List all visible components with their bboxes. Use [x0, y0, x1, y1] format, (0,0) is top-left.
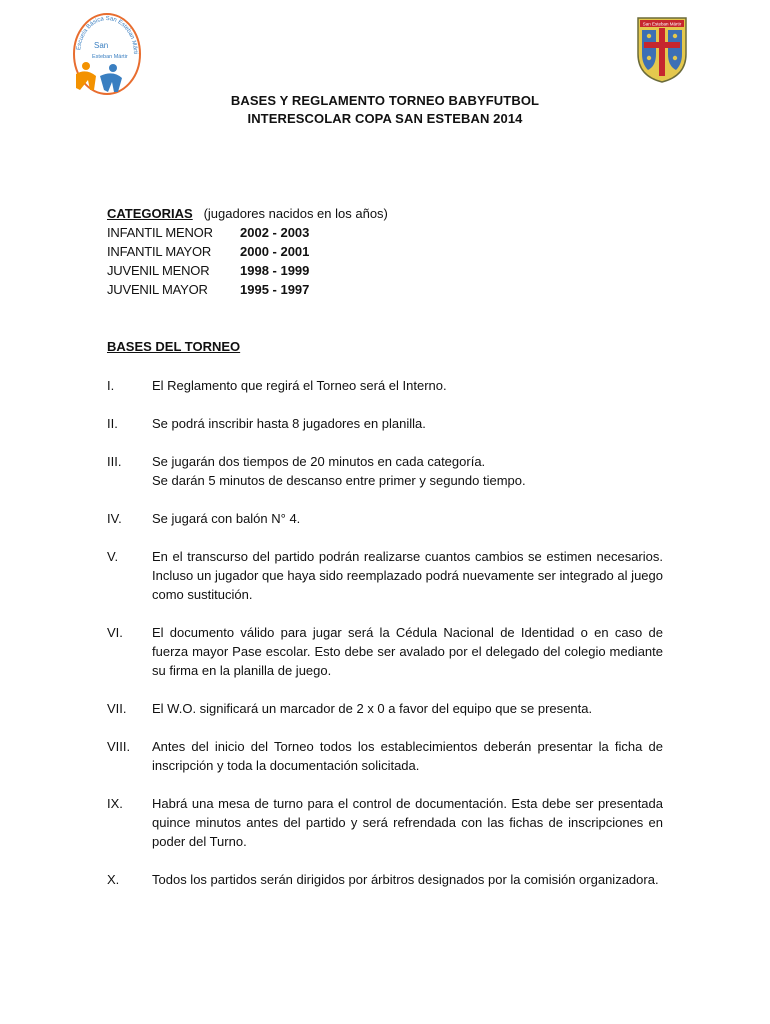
bases-heading: BASES DEL TORNEO: [107, 339, 241, 354]
rule-text: El W.O. significará un marcador de 2 x 0 a favor del equipo que se presenta.: [152, 701, 593, 716]
rule-text: Se podrá inscribir hasta 8 jugadores en planilla.: [152, 416, 426, 431]
rule-text: Todos los partidos serán dirigidos por árbitros designados por la comisión organizadora.: [152, 872, 659, 887]
rule-number: III.: [107, 454, 122, 469]
category-name: JUVENIL MENOR: [107, 263, 210, 278]
rule-text: En el transcurso del partido podrán realizarse cuantos cambios se estimen necesarios. Incluso un jugador que haya sido reemplazado podrá nuevamente ser integrado al juego como sustitución.: [152, 549, 663, 602]
category-years: 2000 - 2001: [240, 244, 310, 259]
rule-text: Se jugará con balón N° 4.: [152, 511, 301, 526]
categories-heading: [107, 206, 388, 221]
rule-number: II.: [107, 416, 118, 431]
category-years: 1995 - 1997: [240, 282, 310, 297]
rule-text: Se jugarán dos tiempos de 20 minutos en cada categoría.: [152, 454, 486, 469]
category-years: 2002 - 2003: [240, 225, 310, 240]
category-row: [107, 244, 407, 262]
rule-number: VIII.: [107, 739, 131, 754]
logo-inner-line2: Esteban Mártir: [92, 54, 128, 60]
rule-text: Antes del inicio del Torneo todos los establecimientos deberán presentar la ficha de inscripción y toda la documentación solicitada.: [152, 739, 663, 773]
crest-logo: [636, 14, 688, 84]
logo-inner-line1: San: [94, 41, 109, 50]
category-name: INFANTIL MAYOR: [107, 244, 212, 259]
category-years: 1998 - 1999: [240, 263, 310, 278]
logo-ring-text: Escuela Básica San Esteban Márti: [76, 15, 139, 55]
category-row: [107, 282, 407, 300]
rule-text: El documento válido para jugar será la Cédula Nacional de Identidad o en caso de fuerza mayor Pase escolar. Esto debe ser avalado por el delegado del colegio mediante su firma en la planilla de juego.: [152, 625, 663, 678]
rule-number: IX.: [107, 796, 123, 811]
category-row: [107, 225, 407, 243]
crest-banner-text: San Esteban Mártir: [642, 21, 682, 27]
rule-number: I.: [107, 378, 115, 393]
rule-number: VI.: [107, 625, 123, 640]
rule-text: El Reglamento que regirá el Torneo será el Interno.: [152, 378, 447, 393]
categories-title: CATEGORIAS: [107, 206, 193, 221]
rule-number: VII.: [107, 701, 127, 716]
category-row: [107, 263, 407, 281]
document-title-line2: INTERESCOLAR COPA SAN ESTEBAN 2014: [247, 111, 523, 126]
rule-text-continued: Se darán 5 minutos de descanso entre primer y segundo tiempo.: [152, 473, 526, 488]
rule-number: IV.: [107, 511, 122, 526]
school-logo: [72, 10, 142, 98]
categories-subtitle: (jugadores nacidos en los años): [203, 206, 388, 221]
figures-icon: [76, 62, 122, 92]
category-name: INFANTIL MENOR: [107, 225, 213, 240]
rule-text: Habrá una mesa de turno para el control de documentación. Esta debe ser presentada quince minutos antes del partido y será refrendada con las fichas de inscripciones en poder del Turno.: [152, 796, 663, 849]
document-title-line1: BASES Y REGLAMENTO TORNEO BABYFUTBOL: [230, 93, 540, 108]
rule-number: X.: [107, 872, 120, 887]
category-name: JUVENIL MAYOR: [107, 282, 208, 297]
rule-number: V.: [107, 549, 119, 564]
